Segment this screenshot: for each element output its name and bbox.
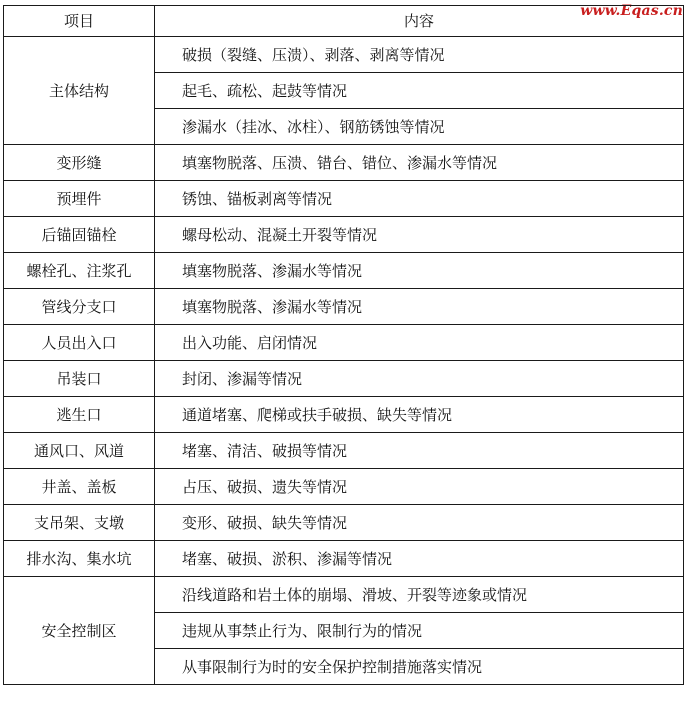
- content-cell: 填塞物脱落、渗漏水等情况: [155, 253, 684, 289]
- item-cell: 后锚固锚栓: [4, 217, 155, 253]
- item-cell: 人员出入口: [4, 325, 155, 361]
- inspection-table: [3, 5, 684, 685]
- table-row: [4, 469, 684, 505]
- item-cell: 管线分支口: [4, 289, 155, 325]
- item-cell: 螺栓孔、注浆孔: [4, 253, 155, 289]
- item-cell: 安全控制区: [4, 577, 155, 685]
- table-row: [4, 145, 684, 181]
- content-cell: 通道堵塞、爬梯或扶手破损、缺失等情况: [155, 397, 684, 433]
- table-row: [4, 433, 684, 469]
- content-cell: 出入功能、启闭情况: [155, 325, 684, 361]
- item-cell: 逃生口: [4, 397, 155, 433]
- table-row: [4, 217, 684, 253]
- table-header-row: [4, 6, 684, 37]
- content-cell: 螺母松动、混凝土开裂等情况: [155, 217, 684, 253]
- content-cell: 违规从事禁止行为、限制行为的情况: [155, 613, 684, 649]
- content-cell: 起毛、疏松、起鼓等情况: [155, 73, 684, 109]
- item-cell: 变形缝: [4, 145, 155, 181]
- content-cell: 破损（裂缝、压溃）、剥落、剥离等情况: [155, 37, 684, 73]
- table-row: [4, 37, 684, 73]
- content-cell: 填塞物脱落、压溃、错台、错位、渗漏水等情况: [155, 145, 684, 181]
- content-cell: 填塞物脱落、渗漏水等情况: [155, 289, 684, 325]
- table-body: [4, 37, 684, 685]
- content-cell: 沿线道路和岩土体的崩塌、滑坡、开裂等迹象或情况: [155, 577, 684, 613]
- item-cell: 主体结构: [4, 37, 155, 145]
- table-row: [4, 289, 684, 325]
- table-row: [4, 253, 684, 289]
- table-row: [4, 181, 684, 217]
- item-cell: 支吊架、支墩: [4, 505, 155, 541]
- item-cell: 预埋件: [4, 181, 155, 217]
- item-cell: 井盖、盖板: [4, 469, 155, 505]
- item-cell: 排水沟、集水坑: [4, 541, 155, 577]
- content-cell: 封闭、渗漏等情况: [155, 361, 684, 397]
- table-row: [4, 325, 684, 361]
- content-cell: 渗漏水（挂冰、冰柱）、钢筋锈蚀等情况: [155, 109, 684, 145]
- table-row: [4, 541, 684, 577]
- table-row: [4, 577, 684, 613]
- content-cell: 变形、破损、缺失等情况: [155, 505, 684, 541]
- header-item: 项目: [4, 6, 155, 37]
- content-cell: 从事限制行为时的安全保护控制措施落实情况: [155, 649, 684, 685]
- watermark: www.Eqas.cn: [580, 3, 683, 19]
- table-row: [4, 397, 684, 433]
- header-content: 内容: [155, 6, 684, 37]
- item-cell: 通风口、风道: [4, 433, 155, 469]
- item-cell: 吊装口: [4, 361, 155, 397]
- content-cell: 堵塞、破损、淤积、渗漏等情况: [155, 541, 684, 577]
- table-row: [4, 505, 684, 541]
- content-cell: 锈蚀、锚板剥离等情况: [155, 181, 684, 217]
- table-row: [4, 361, 684, 397]
- content-cell: 占压、破损、遗失等情况: [155, 469, 684, 505]
- content-cell: 堵塞、清洁、破损等情况: [155, 433, 684, 469]
